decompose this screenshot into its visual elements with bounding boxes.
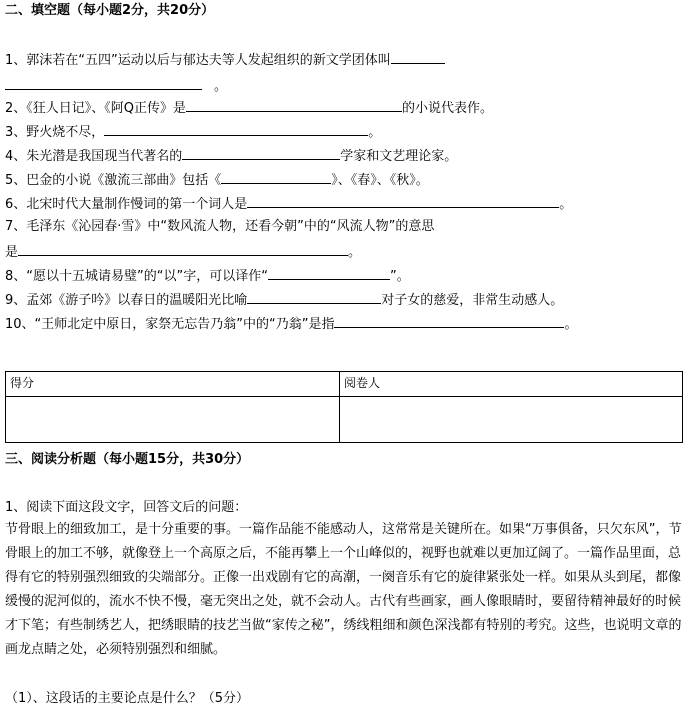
question-10: [5, 314, 578, 334]
question-6-suffix: 。: [559, 197, 573, 212]
question-8-suffix: ”。: [389, 269, 410, 284]
answer-blank-7[interactable]: [18, 242, 348, 256]
answer-blank-1a[interactable]: [391, 50, 445, 64]
question-10-text: 10、“王师北定中原日，家祭无忘告乃翁”中的“乃翁”是指: [5, 317, 335, 332]
question-9-suffix: 对子女的慈爱，非常生动感人。: [381, 293, 564, 308]
answer-blank-10[interactable]: [334, 314, 564, 328]
grader-header: 阅卷人: [340, 372, 683, 397]
question-7: 7、毛泽东《沁园春·雪》中“数风流人物，还看今朝”中的“风流人物”的意思: [5, 219, 435, 234]
answer-blank-6[interactable]: [247, 194, 559, 208]
question-3-text: 3、野火烧不尽，: [5, 125, 105, 140]
question-1-text: 1、郭沫若在“五四”运动以后与郁达夫等人发起组织的新文学团体叫: [5, 53, 391, 68]
grader-cell[interactable]: [340, 397, 683, 443]
answer-blank-1b[interactable]: [5, 76, 202, 90]
question-9-text: 9、孟郊《游子吟》以春日的温暖阳光比喻: [5, 293, 248, 308]
answer-blank-3[interactable]: [104, 122, 368, 136]
question-3: [5, 122, 381, 142]
sub-question-1: （1）、这段话的主要论点是什么？（5分）: [5, 691, 250, 706]
answer-blank-2[interactable]: [186, 98, 402, 112]
question-4-text: 4、朱光潜是我国现当代著名的: [5, 149, 183, 164]
score-table: [5, 371, 683, 443]
question-1: [5, 50, 445, 70]
question-5-text: 5、巴金的小说《激流三部曲》包括《: [5, 173, 222, 188]
question-7-suffix: 。: [348, 245, 362, 260]
question-2: [5, 98, 493, 118]
question-3-suffix: 。: [368, 125, 382, 140]
question-5-suffix: 》、《春》、《秋》。: [331, 173, 429, 188]
question-5: [5, 170, 429, 190]
answer-blank-8[interactable]: [268, 266, 390, 280]
question-8-text: 8、“愿以十五城请易璧”的“以”字，可以译作“: [5, 269, 268, 284]
answer-blank-9[interactable]: [247, 290, 381, 304]
answer-blank-4[interactable]: [182, 146, 340, 160]
question-2-suffix: 的小说代表作。: [402, 101, 494, 116]
question-4: [5, 146, 457, 166]
question-8: [5, 266, 410, 286]
question-7-continued: [5, 242, 361, 262]
question-9: [5, 290, 563, 310]
score-header: 得分: [6, 372, 340, 397]
question-6-text: 6、北宋时代大量制作慢词的第一个词人是: [5, 197, 248, 212]
question-2-text: 2、《狂人日记》、《阿Q正传》是: [5, 101, 187, 116]
question-7-prefix: 是: [5, 245, 19, 260]
question-4-suffix: 学家和文艺理论家。: [340, 149, 458, 164]
answer-blank-5[interactable]: [221, 170, 331, 184]
question-1-end: 。: [214, 79, 228, 94]
section-3-title: 三、阅读分析题（每小题15分，共30分）: [5, 452, 250, 467]
question-1-continued: [5, 76, 227, 96]
question-10-suffix: 。: [564, 317, 578, 332]
reading-question-1-intro: 1、阅读下面这段文字，回答文后的问题：: [5, 500, 248, 515]
question-6: [5, 194, 572, 214]
score-cell[interactable]: [6, 397, 340, 443]
section-2-title: 二、填空题（每小题2分，共20分）: [5, 3, 215, 18]
reading-passage: 节骨眼上的细致加工，是十分重要的事。一篇作品能不能感动人，这常常是关键所在。如果“万事俱备，只欠东风”，节骨眼上的加工不够，就像登上一个高原之后，不能再攀上一个山峰似的，视野也就难以更加辽阔了。一篇作品里面，总得有它的特别强烈细致的尖端部分。正像一出戏剧有它的高潮，一阕音乐有它的旋律紧张处一样。如果从头到尾，都像缓慢的泥河似的，流水不快不慢，毫无突出之处，就不会动人。古代有些画家，画人像眼睛时，要留待精神最好的时候才下笔；有些制绣艺人，把绣眼睛的技艺当做“家传之秘”，绣线粗细和颜色深浅都有特别的考究。这些，也说明文章的画龙点睛之处，必须特别强烈和细腻。: [5, 522, 682, 657]
